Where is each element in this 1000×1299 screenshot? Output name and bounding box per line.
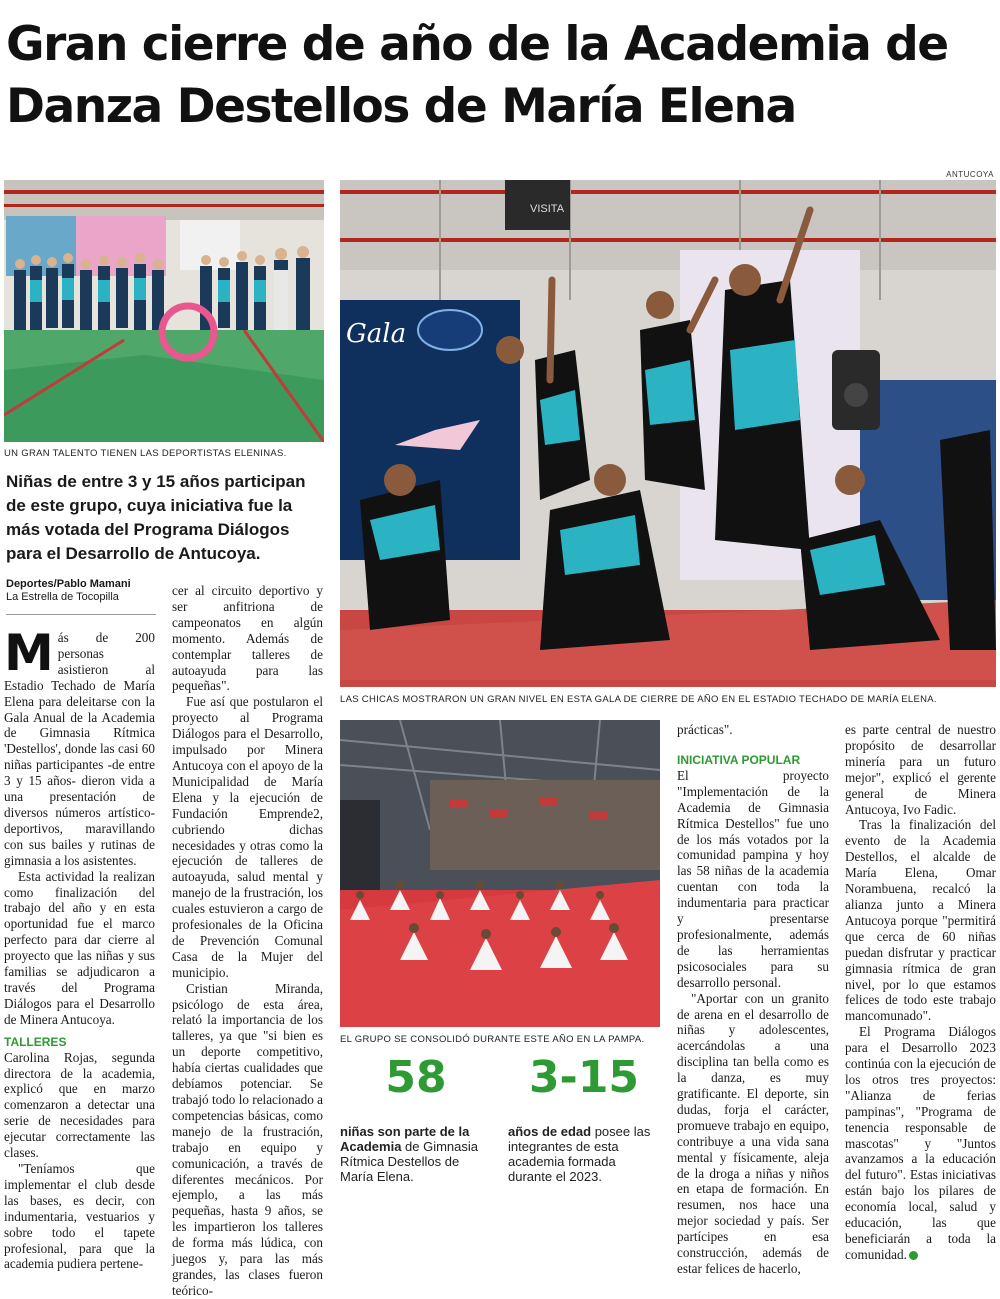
- dancers-photo: [340, 180, 996, 687]
- article-column-4: [845, 722, 996, 1263]
- paragraph: El proyecto "Implementación de la Academia de Gimnasia Rítmica Destellos" fue uno de los más votados por la comunidad pampina y hoy las 58 niñas de la academia cuentan con toda la indumentaria para practicar y presentarse profesionalmente, además de las herramientas psicosociales para su desarrollo personal.: [677, 767, 829, 990]
- visita-sign: VISITA: [530, 203, 565, 215]
- paragraph: Carolina Rojas, segunda directora de la academia, explicó que en marzo comenzaron a detectar una serie de necesidades para ejecutar correctamente las clases.: [4, 1049, 155, 1161]
- photo-small-caption: UN GRAN TALENTO TIENEN LAS DEPORTISTAS ELENINAS.: [4, 448, 287, 459]
- gala-banner-text: Gala: [346, 319, 407, 349]
- article-column-1: [4, 624, 155, 1272]
- paragraph: Esta actividad la realizan como finalización del trabajo del año y en esta oportunidad fue el marco perfecto para dar cierre al proyecto que las niñas y sus familias se adjudicaron a través del Programa Diálogos para el Desarrollo de Minera Antucoya.: [4, 868, 155, 1027]
- photo-main-caption: LAS CHICAS MOSTRARON UN GRAN NIVEL EN ESTA GALA DE CIERRE DE AÑO EN EL ESTADIO TECHADO DE MARÍA ELENA.: [340, 694, 937, 705]
- section-heading-talleres: TALLERES: [4, 1034, 67, 1049]
- paragraph: El Programa Diálogos para el Desarrollo 2023 continúa con la ejecución de los otros tres proyectos: "Alianza de ferias pampinas", "Programa de tenencia responsable de mascotas" y "Juntos avanzamos a la educación del futuro". Estas iniciativas están bajo los pilares de economía local, salud y educación, las que beneficiarán a toda la comunidad.: [845, 1024, 996, 1262]
- stat-number-3-15: 3-15: [528, 1052, 640, 1103]
- paragraph: Cristian Miranda, psicólogo de esta área, relató la importancia de los talleres, ya que "si bien es un deporte competitivo, había ciertas cualidades que debíamos potenciar. Se trabajó todo lo relacionado a competencias básicas, como manejo de la frustración, trabajo en equipo y comunicación, a través de diferentes mecánicos. Por ejemplo, a las más pequeñas, hasta 9 años, se les impartieron los talleres de forma más lúdica, con juegos y, para las más grandes, las clases fueron teórico-: [172, 980, 323, 1298]
- group-photo: [4, 180, 324, 442]
- stat-number-58: 58: [385, 1052, 447, 1103]
- dropcap: M: [4, 624, 54, 682]
- paragraph: "Aportar con un granito de arena en el desarrollo de niñas y adolescentes, acercándolas a una disciplina tan bella como es la danza, es muy gratificante. El deporte, sin dudas, forja el carácter, promueve trabajo en equipo, contribuye a una vida sana mental y físicamente, aleja de la droga a niñas y niños en etapa de formación. En resumen, nos hace una mejor sociedad y país. Ser partícipes en esa construcción, además de estar felices de hacerlo,: [677, 990, 829, 1276]
- subheadline: Niñas de entre 3 y 15 años participan de este grupo, cuya iniciativa fue la más votada del Programa Diálogos para el Desarrollo de Antucoya.: [6, 472, 306, 563]
- stat-text-3-15: años de edad posee las integrantes de esta academia formada durante el 2023.: [508, 1124, 651, 1184]
- photo-arena-caption: EL GRUPO SE CONSOLIDÓ DURANTE ESTE AÑO EN LA PAMPA.: [340, 1034, 645, 1045]
- paragraph: Fue así que postularon el proyecto al Programa Diálogos para el Desarrollo, impulsado por Minera Antucoya con el apoyo de la Municipalidad de María Elena y la ejecución de Fundación Emprende2, cubriendo dichas necesidades y otras como la ejecución de talleres de autoayuda, salud mental y manejo de la frustración, los cuales estuvieron a cargo de profesionales de la Oficina de Prevención Comunal Casa de la Mujer del municipio.: [172, 694, 323, 980]
- paragraph: "Teníamos que implementar el club desde las bases, es decir, con indumentaria, vestuarios y sobre todo el tapete profesional, para que la academia pudiera pertene-: [4, 1161, 155, 1272]
- photo-credit: ANTUCOYA: [946, 170, 994, 179]
- paragraph: prácticas".: [677, 722, 733, 737]
- section-heading-iniciativa: INICIATIVA POPULAR: [677, 752, 801, 767]
- article-column-2: [172, 583, 323, 1299]
- headline: Gran cierre de año de la Academia de Danza Destellos de María Elena: [6, 17, 948, 134]
- paragraph: Más de 200 personas asistieron al Estadio Techado de María Elena para deleitarse con la Gala Anual de la Academia de Gimnasia Rítmica 'Destellos', donde las casi 60 niñas participantes -de entre 3 y 15 años- dieron vida a una presentación de diversos números artístico-deportivos, maravillando con sus bailes y rutinas de gimnasia a los asistentes.: [4, 624, 155, 868]
- paragraph: es parte central de nuestro propósito de desarrollar minería para un futuro mejor", explicó el gerente general de Minera Antucoya, Ivo Fadic.: [845, 722, 996, 817]
- article-column-3: [677, 722, 829, 1277]
- paragraph: Tras la finalización del evento de la Academia Destellos, el alcalde de María Elena, Omar Norambuena, recalcó la alianza junto a Minera Antucoya porque "permitirá que cerca de 60 niñas puedan disfrutar y practicar gimnasia rítmica de gran nivel, por lo que estamos felices de todo este trabajo mancomunado".: [845, 817, 996, 1024]
- byline-outlet: La Estrella de Tocopilla: [6, 591, 119, 603]
- stat-text-58: niñas son parte de la Academia de Gimnasia Rítmica Destellos de María Elena.: [340, 1124, 479, 1184]
- paragraph: cer al circuito deportivo y ser anfitriona de campeonatos en algún momento. Además de contemplar talleres de autoayuda para las pequeñas".: [172, 583, 323, 694]
- byline: [6, 578, 156, 615]
- end-mark-icon: [909, 1251, 918, 1260]
- arena-photo: [340, 720, 660, 1027]
- byline-author: Deportes/Pablo Mamani: [6, 578, 131, 590]
